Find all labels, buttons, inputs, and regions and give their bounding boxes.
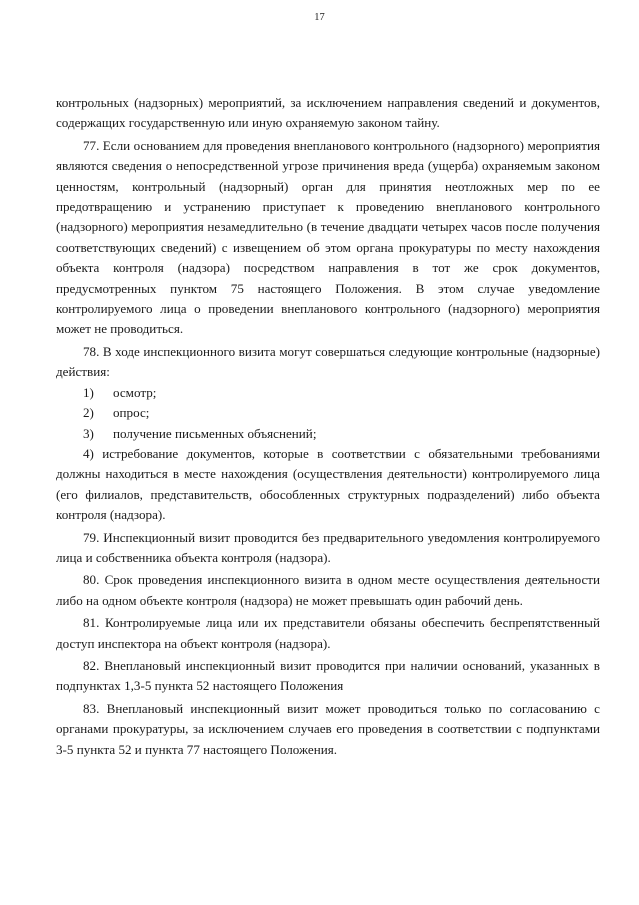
list-item-text: опрос; [113, 405, 150, 421]
paragraph-80: 80. Срок проведения инспекционного визита в одном месте осуществления деятельности либо на одном объекте контроля (надзора) не может превышать один рабочий день. [56, 572, 600, 608]
paragraph-83: 83. Внеплановый инспекционный визит может проводиться только по согласованию с органами прокуратуры, за исключением случаев его проведения в соответствии с подпунктами 3-5 пункта 52 и пункта 77 настоящего Положения. [56, 700, 600, 757]
list-item-number: 1) [83, 384, 94, 400]
paragraph-78: 78. В ходе инспекционного визита могут совершаться следующие контрольные (надзорные) действия: [56, 343, 600, 380]
list-item [56, 424, 600, 444]
list-item-text: получение письменных объяснений; [113, 425, 317, 441]
paragraph-intro: контрольных (надзорных) мероприятий, за исключением направления сведений и документов, содержащих государственную или иную охраняемую законом тайну. [56, 95, 600, 131]
list-item-number: 3) [83, 425, 94, 441]
list-item-text: осмотр; [113, 384, 157, 400]
paragraph-77: 77. Если основанием для проведения внепланового контрольного (надзорного) мероприятия являются сведения о непосредственной угрозе причинения вреда (ущерба) охраняемым законом ценностям, контрольный (надзорный) орган для принятия неотложных мер по ее предотвращению и устранению приступает к проведению внепланового контрольного (надзорного) мероприятия незамедлительно (в течение двадцати четырех часов после получения соответствующих сведений) с извещением об этом органа прокуратуры по месту нахождения объекта контроля (надзора) посредством направления в тот же срок документов, предусмотренных пунктом 75 настоящего Положения. В этом случае уведомление контролируемого лица о проведении внепланового контрольного (надзорного) мероприятия может не проводиться. [56, 137, 600, 337]
list-item-number: 2) [83, 405, 94, 421]
paragraph-82: 82. Внеплановый инспекционный визит проводится при наличии оснований, указанных в подпунктах 1,3-5 пункта 52 настоящего Положения [56, 657, 600, 694]
paragraph-79: 79. Инспекционный визит проводится без предварительного уведомления контролируемого лица и собственника объекта контроля (надзора). [56, 529, 600, 565]
paragraph-81: 81. Контролируемые лица или их представители обязаны обеспечить беспрепятственный доступ инспектора на объект контроля (надзора). [56, 615, 600, 651]
list-item [56, 403, 600, 423]
list-item [56, 383, 600, 403]
list-item-4: 4) истребование документов, которые в соответствии с обязательными требованиями должны находиться в месте нахождения (осуществления деятельности) контролируемого лица (его филиалов, представительств, обособленных структурных подразделений) либо объекта контроля (надзора). [56, 445, 600, 523]
document-body [56, 93, 600, 760]
page-number: 17 [314, 12, 325, 23]
